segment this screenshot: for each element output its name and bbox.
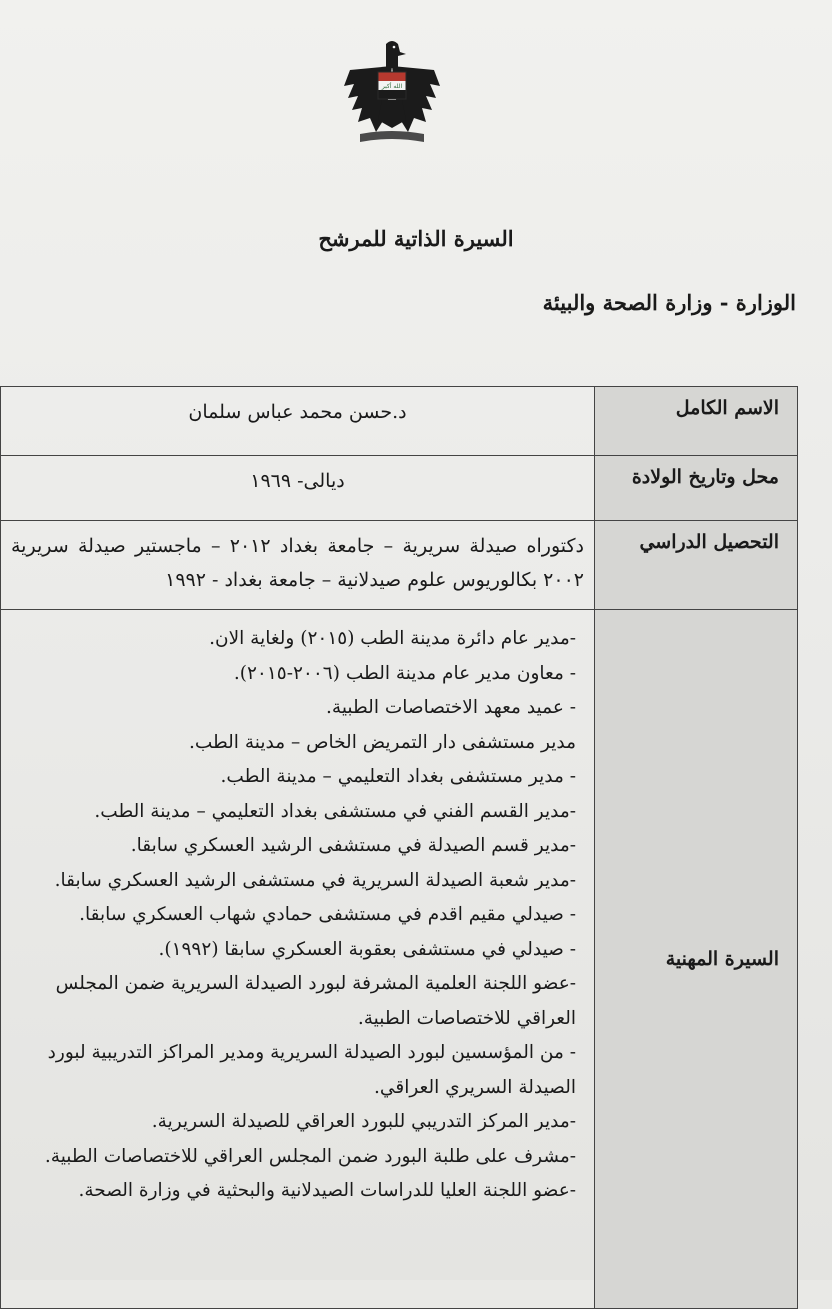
document-title: السيرة الذاتية للمرشح [318,226,514,251]
career-item: - صيدلي مقيم اقدم في مستشفى حمادي شهاب العسكري سابقا. [79,904,576,925]
emblem-shield-text: الله أكبر [381,83,403,90]
row-label-education: التحصيل الدراسي [595,521,798,610]
table-row [1,387,798,456]
career-item: -مدير المركز التدريبي للبورد العراقي للصيدلة السريرية. [151,1111,576,1132]
table-row [1,456,798,521]
career-item: - من المؤسسين لبورد الصيدلة السريرية ومدير المراكز التدريبية لبورد الصيدلة السريري العراقي. [47,1042,576,1098]
row-value-birth: ديالى- ١٩٦٩ [1,456,595,521]
iraq-eagle-emblem-icon [340,36,444,148]
career-item: -مدير عام دائرة مدينة الطب (٢٠١٥) ولغاية الان. [209,628,576,649]
career-item: مدير مستشفى دار التمريض الخاص – مدينة الطب. [188,731,576,753]
career-item: - مدير مستشفى بغداد التعليمي – مدينة الطب. [220,766,576,787]
row-value-education: دكتوراه صيدلة سريرية – جامعة بغداد ٢٠١٢ – ماجستير صيدلة سريرية ٢٠٠٢ بكالوريوس علوم صيدلانية – جامعة بغداد - ١٩٩٢ [1,521,595,610]
cv-table [0,386,798,1309]
career-item: -عضو اللجنة العلمية المشرفة لبورد الصيدلة السريرية ضمن المجلس العراقي للاختصاصات الطبية. [55,973,576,1029]
row-value-full-name: د.حسن محمد عباس سلمان [1,387,595,456]
table-row [1,610,798,1309]
row-label-full-name: الاسم الكامل [595,387,798,456]
career-item: -عضو اللجنة العليا للدراسات الصيدلانية والبحثية في وزارة الصحة. [78,1180,576,1201]
ministry-line: الوزارة - وزارة الصحة والبيئة [542,290,796,315]
table-row [1,521,798,610]
career-list [11,618,584,1209]
career-item: - معاون مدير عام مدينة الطب (٢٠٠٦-٢٠١٥). [233,662,576,684]
career-item: -مدير شعبة الصيدلة السريرية في مستشفى الرشيد العسكري سابقا. [54,869,576,891]
row-label-career: السيرة المهنية [595,610,798,1309]
row-value-career [1,610,595,1309]
row-label-birth: محل وتاريخ الولادة [595,456,798,521]
career-item: -مدير القسم الفني في مستشفى بغداد التعليمي – مدينة الطب. [94,800,576,822]
career-item: - عميد معهد الاختصاصات الطبية. [326,697,576,718]
career-item: - صيدلي في مستشفى بعقوبة العسكري سابقا (١٩٩٢). [158,938,576,960]
career-item: -مدير قسم الصيدلة في مستشفى الرشيد العسكري سابقا. [130,835,576,856]
career-item: -مشرف على طلبة البورد ضمن المجلس العراقي للاختصاصات الطبية. [44,1145,576,1167]
